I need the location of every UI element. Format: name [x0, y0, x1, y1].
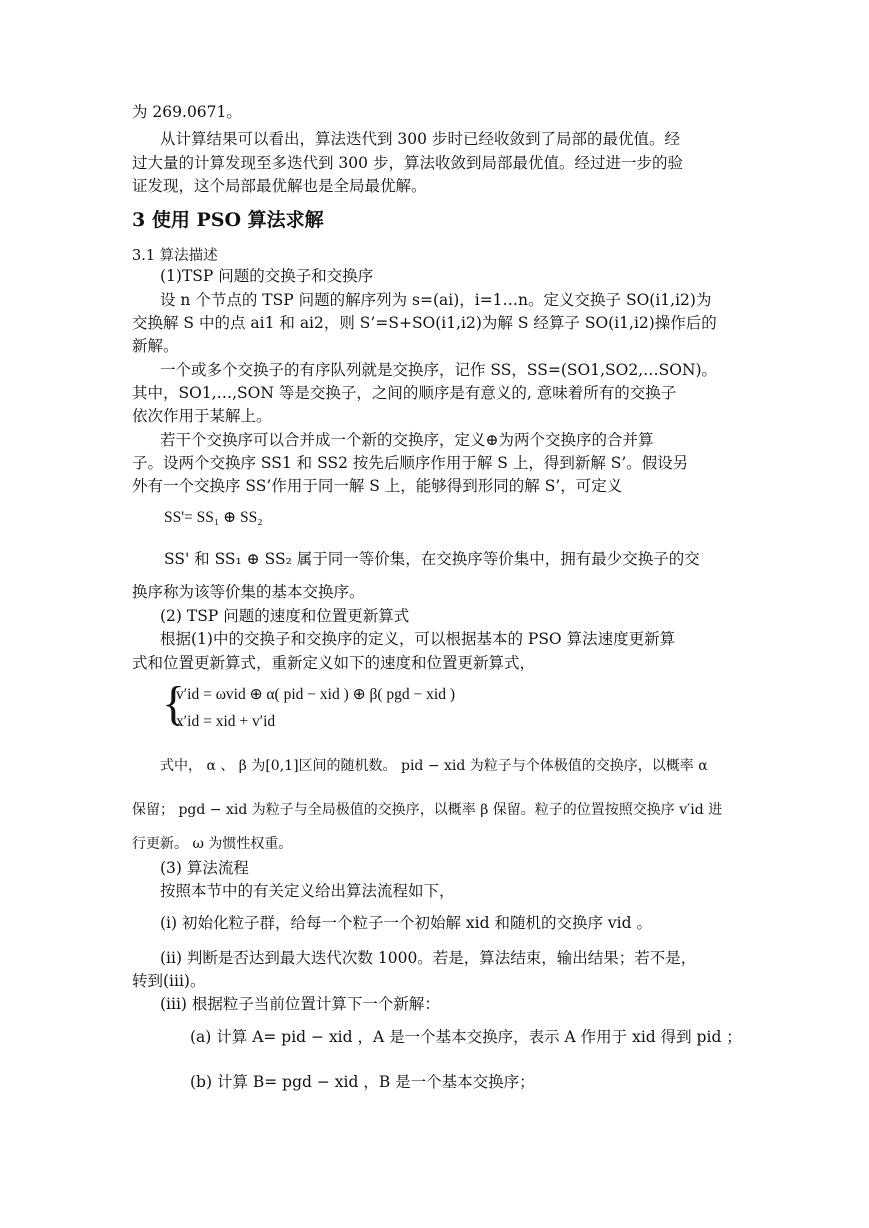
text-line: 为 269.0671。 [132, 103, 242, 121]
paragraph-heading: (3) 算法流程 [160, 859, 249, 877]
text-line: 交换解 S 中的点 ai1 和 ai2，则 S’=S+SO(i1,i2)为解 S 经算子 SO(i1,i2)操作后的 [132, 314, 717, 332]
text-line: 若干个交换序可以合并成一个新的交换序，定义⊕为两个交换序的合并算 [160, 431, 654, 449]
text-line: 换序称为该等价集的基本交换序。 [132, 583, 365, 601]
subsection-heading: 3.1 算法描述 [132, 248, 218, 264]
equation-brace: { [162, 677, 186, 730]
text-line: 设 n 个节点的 TSP 问题的解序列为 s=(ai)，i=1…n。定义交换子 SO(i1,i2)为 [160, 291, 712, 309]
equation-velocity: v′id = ωvid ⊕ α( pid − xid ) ⊕ β( pgd − xid ) [176, 686, 455, 703]
text-line: 新解。 [132, 337, 179, 355]
text-line: 一个或多个交换子的有序队列就是交换序，记作 SS，SS=(SO1,SO2,…SON)。 [160, 361, 718, 379]
list-item: (a) 计算 A= pid − xid ，A 是一个基本交换序，表示 A 作用于 xid 得到 pid ； [190, 1028, 742, 1046]
text-line: 证发现，这个局部最优解也是全局最优解。 [132, 177, 427, 195]
list-item: (iii) 根据粒子当前位置计算下一个新解： [160, 995, 440, 1013]
text-line: 过大量的计算发现至多迭代到 300 步，算法收敛到局部最优值。经过进一步的验 [132, 154, 683, 172]
text-line: 转到(iii)。 [132, 972, 206, 990]
equation-position: x′id = xid + v′id [176, 713, 276, 730]
list-item: (ii) 判断是否达到最大迭代次数 1000。若是，算法结束，输出结果；若不是， [160, 949, 697, 967]
text-line: 根据(1)中的交换子和交换序的定义，可以根据基本的 PSO 算法速度更新算 [160, 630, 676, 648]
list-item: (i) 初始化粒子群，给每一个粒子一个初始解 xid 和随机的交换序 vid 。 [160, 914, 652, 932]
text-line: 行更新。 ω 为惯性权重。 [132, 836, 293, 852]
text-line: 式中， α 、 β 为[0,1]区间的随机数。 pid − xid 为粒子与个体极值的交换序，以概率 α [160, 758, 708, 774]
text-line: 子。设两个交换序 SS1 和 SS2 按先后顺序作用于解 S 上，得到新解 S’。假设另 [132, 454, 689, 472]
paragraph-heading: (1)TSP 问题的交换子和交换序 [160, 267, 374, 285]
section-heading: 3 使用 PSO 算法求解 [132, 209, 324, 231]
text-line: 依次作用于某解上。 [132, 407, 272, 425]
text-line: 从计算结果可以看出，算法迭代到 300 步时已经收敛到了局部的最优值。经 [160, 130, 680, 148]
equation-ss: SS'= SS₁ ⊕ SS₂ [164, 509, 263, 526]
paragraph-heading: (2) TSP 问题的速度和位置更新算式 [160, 607, 410, 625]
text-line: 式和位置更新算式，重新定义如下的速度和位置更新算式， [132, 654, 536, 672]
text-line: SS' 和 SS₁ ⊕ SS₂ 属于同一等价集，在交换序等价集中，拥有最少交换子的交 [164, 550, 700, 568]
text-line: 按照本节中的有关定义给出算法流程如下， [160, 882, 455, 900]
list-item: (b) 计算 B= pgd − xid ，B 是一个基本交换序； [190, 1073, 535, 1091]
text-line: 保留； pgd − xid 为粒子与全局极值的交换序，以概率 β 保留。粒子的位置按照交换序 v′id 进 [132, 802, 723, 818]
text-line: 其中，SO1,…,SON 等是交换子，之间的顺序是有意义的, 意味着所有的交换子 [132, 384, 677, 402]
text-line: 外有一个交换序 SS’作用于同一解 S 上，能够得到形同的解 S’，可定义 [132, 477, 623, 495]
